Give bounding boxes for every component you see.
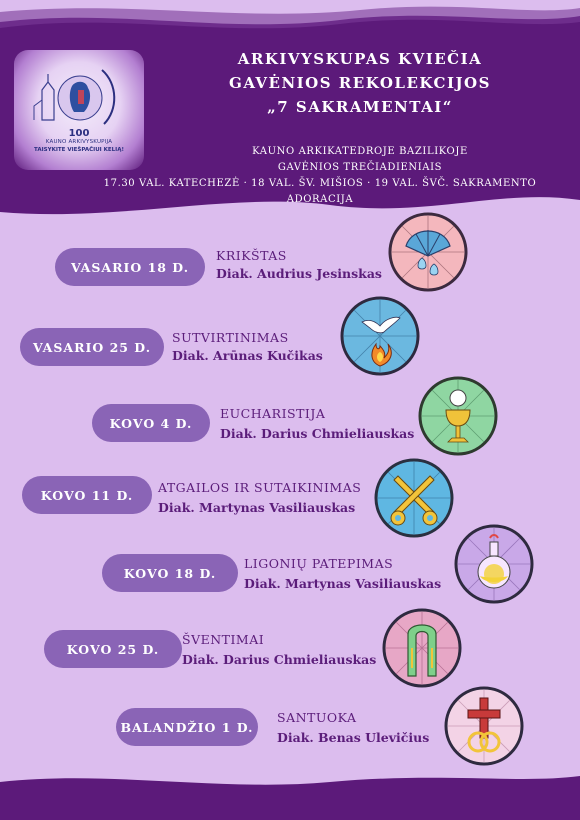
chalice-host-icon bbox=[418, 376, 498, 456]
sacrament-name-3: EUCHARISTIJA bbox=[220, 406, 326, 421]
deacon-name-5: Diak. Martynas Vasiliauskas bbox=[244, 576, 442, 591]
date-pill-6: KOVO 25 D. bbox=[44, 630, 182, 668]
logo-motto: TAISYKITE VIEŠPAČIUI KELIĄ! bbox=[34, 147, 124, 153]
sacrament-name-6: ŠVENTIMAI bbox=[182, 632, 265, 647]
crossed-keys-icon bbox=[374, 458, 454, 538]
date-pill-3: KOVO 4 D. bbox=[92, 404, 210, 442]
date-pill-2: VASARIO 25 D. bbox=[20, 328, 164, 366]
venue-line: KAUNO ARKIKATEDROJE BAZILIKOJE bbox=[252, 146, 468, 157]
stole-icon bbox=[382, 608, 462, 688]
cross-rings-icon bbox=[444, 686, 524, 766]
sacrament-name-4: ATGAILOS IR SUTAIKINIMAS bbox=[158, 480, 362, 495]
title-line-3: „7 SAKRAMENTAI“ bbox=[267, 98, 453, 116]
deacon-name-2: Diak. Arūnas Kučikas bbox=[172, 348, 323, 363]
archdiocese-logo bbox=[14, 50, 144, 170]
schedule-line: GAVĖNIOS TREČIADIENIAIS bbox=[277, 162, 443, 173]
deacon-name-3: Diak. Darius Chmieliauskas bbox=[220, 426, 415, 441]
title-line-2: GAVĖNIOS REKOLEKCIJOS bbox=[229, 74, 491, 92]
date-pill-5: KOVO 18 D. bbox=[102, 554, 238, 592]
sacrament-name-7: SANTUOKA bbox=[277, 710, 357, 725]
sacrament-name-2: SUTVIRTINIMAS bbox=[172, 330, 289, 345]
deacon-name-1: Diak. Audrius Jesinskas bbox=[216, 266, 382, 281]
date-pill-7: BALANDŽIO 1 D. bbox=[116, 708, 258, 746]
deacon-name-4: Diak. Martynas Vasiliauskas bbox=[158, 500, 356, 515]
deacon-name-7: Diak. Benas Ulevičius bbox=[277, 730, 430, 745]
date-pill-1: VASARIO 18 D. bbox=[55, 248, 205, 286]
sacrament-name-1: KRIKŠTAS bbox=[216, 248, 287, 263]
footer-band bbox=[0, 760, 580, 820]
dove-flame-icon bbox=[340, 296, 420, 376]
oil-vessel-icon bbox=[454, 524, 534, 604]
baptism-shell-icon bbox=[388, 212, 468, 292]
sacrament-name-5: LIGONIŲ PATEPIMAS bbox=[244, 556, 394, 571]
program-line: 17.30 VAL. KATECHEZĖ · 18 VAL. ŠV. MIŠIOS · 19 VAL. ŠVČ. SAKRAMENTO bbox=[103, 178, 537, 189]
deacon-name-6: Diak. Darius Chmieliauskas bbox=[182, 652, 377, 667]
program-line-2: ADORACIJA bbox=[286, 194, 354, 205]
logo-org-name: KAUNO ARKIVYSKUPIJA bbox=[45, 139, 113, 145]
title-line-1: ARKIVYSKUPAS KVIEČIA bbox=[237, 50, 483, 68]
logo-number: 100 bbox=[68, 128, 90, 139]
date-pill-4: KOVO 11 D. bbox=[22, 476, 152, 514]
